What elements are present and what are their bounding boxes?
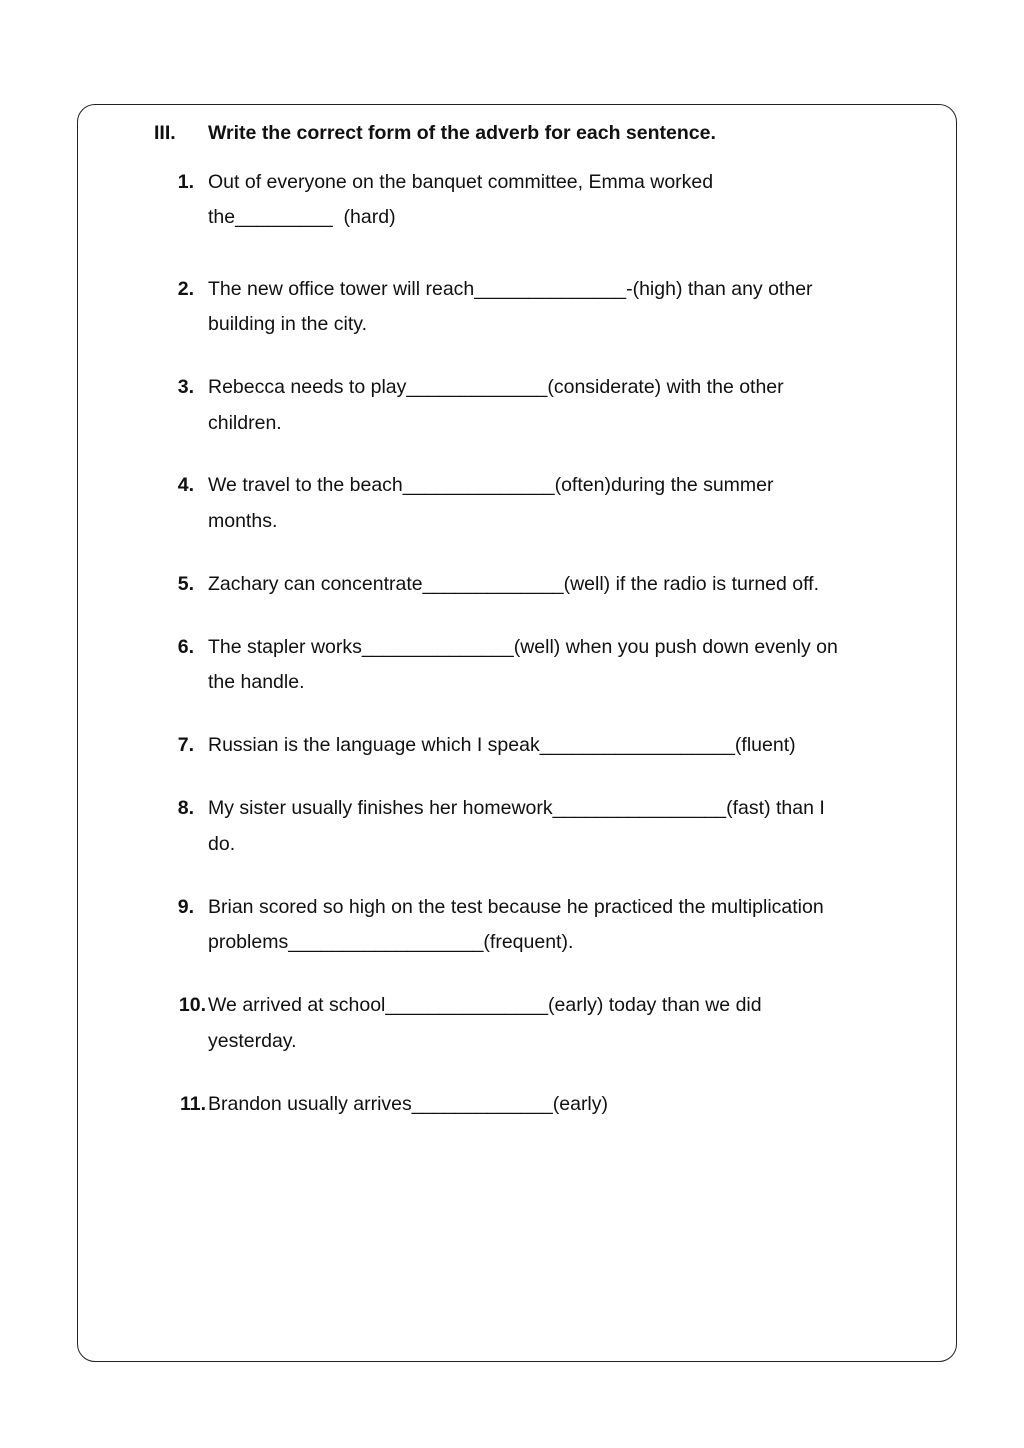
question-number: 6. [177, 636, 194, 658]
question-text-line: Out of everyone on the banquet committee, Emma worked [208, 171, 714, 193]
question-text-line: The stapler works______________(well) when you push down evenly on [208, 636, 838, 658]
question-number: 8. [177, 797, 194, 819]
question-text-line: problems__________________(frequent). [208, 931, 574, 953]
question-text-line: Zachary can concentrate_____________(well) if the radio is turned off. [208, 573, 820, 595]
question-number: 3. [177, 376, 194, 398]
question-number: 9. [177, 896, 194, 918]
question-text-line: We arrived at school_______________(early) today than we did [208, 994, 762, 1016]
question-text-line: do. [208, 833, 236, 855]
question-text-line: children. [208, 412, 282, 434]
question-text-line: the_________ (hard) [208, 206, 396, 228]
question-text-line: We travel to the beach______________(often)during the summer [208, 474, 774, 496]
question-number: 11. [179, 1093, 206, 1115]
question-text-line: My sister usually finishes her homework________________(fast) than I [208, 797, 825, 819]
question-number: 10. [178, 994, 206, 1016]
question-number: 7. [177, 734, 194, 756]
section-title: Write the correct form of the adverb for each sentence. [208, 122, 716, 144]
question-text-line: building in the city. [208, 313, 367, 335]
question-text-line: months. [208, 510, 278, 532]
question-text-line: Russian is the language which I speak__________________(fluent) [208, 734, 796, 756]
question-text-line: yesterday. [208, 1030, 297, 1052]
question-text-line: Rebecca needs to play_____________(considerate) with the other [208, 376, 784, 398]
question-text-line: the handle. [208, 671, 305, 693]
question-number: 5. [177, 573, 194, 595]
question-text-line: Brian scored so high on the test because he practiced the multiplication [208, 896, 824, 918]
section-number: III. [154, 122, 176, 144]
question-text-line: Brandon usually arrives_____________(early) [208, 1093, 609, 1115]
question-text-line: The new office tower will reach______________-(high) than any other [208, 278, 813, 300]
question-number: 4. [177, 474, 194, 496]
question-number: 1. [177, 171, 194, 193]
question-number: 2. [177, 278, 194, 300]
